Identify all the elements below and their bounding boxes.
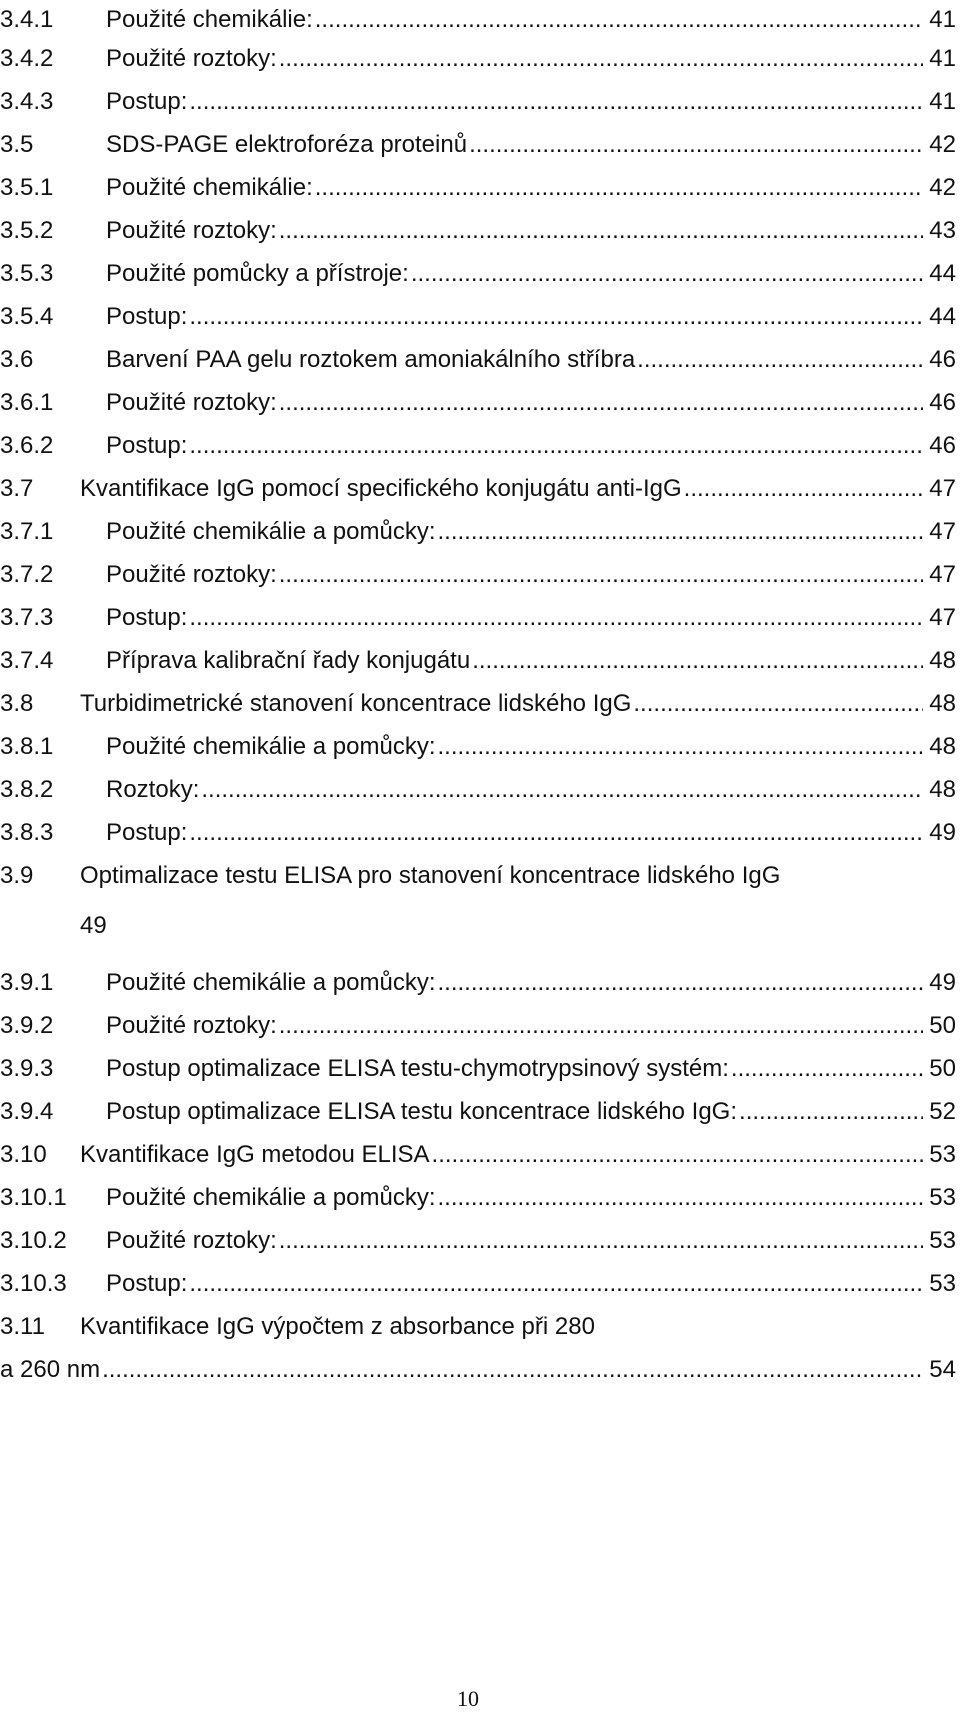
toc-entry-3-5[interactable] bbox=[0, 125, 956, 165]
toc-entry-number: 3.7.3 bbox=[0, 604, 54, 631]
toc-entry-number: 3.7 bbox=[0, 475, 34, 502]
toc-entry-3-7-2[interactable] bbox=[0, 555, 956, 595]
toc-entry-number: 3.7.4 bbox=[0, 647, 54, 674]
toc-leader-dots bbox=[277, 211, 924, 251]
toc-entry-title: SDS-PAGE elektroforéza proteinů bbox=[106, 131, 468, 158]
toc-entry-page: 44 bbox=[929, 260, 956, 287]
toc-leader-dots bbox=[470, 641, 923, 681]
toc-entry-number: 3.8.3 bbox=[0, 819, 54, 846]
toc-entry-page: 49 bbox=[80, 912, 107, 939]
toc-entry-title: Použité roztoky: bbox=[106, 45, 277, 72]
toc-entry-3-9[interactable] bbox=[0, 856, 956, 896]
toc-entry-3-9-2[interactable] bbox=[0, 1006, 956, 1046]
toc-entry-number: 3.8 bbox=[0, 690, 34, 717]
toc-entry-page: 47 bbox=[929, 475, 956, 502]
toc-entry-title: Použité chemikálie: bbox=[106, 174, 313, 201]
toc-leader-dots bbox=[313, 0, 924, 40]
toc-leader-dots bbox=[682, 469, 924, 509]
toc-entry-title: Použité roztoky: bbox=[106, 1227, 277, 1254]
toc-entry-page: 41 bbox=[929, 6, 956, 33]
toc-entry-3-10[interactable] bbox=[0, 1135, 956, 1175]
toc-entry-title: Postup: bbox=[106, 604, 188, 631]
toc-entry-page: 47 bbox=[929, 561, 956, 588]
toc-entry-3-6-2[interactable] bbox=[0, 426, 956, 466]
toc-entry-number: 3.5.3 bbox=[0, 260, 54, 287]
toc-leader-dots bbox=[277, 555, 924, 595]
toc-entry-3-8-2[interactable] bbox=[0, 770, 956, 810]
toc-entry-title: Postup optimalizace ELISA testu koncentrace lidského IgG: bbox=[106, 1098, 738, 1125]
toc-entry-number: 3.4.2 bbox=[0, 45, 54, 72]
toc-leader-dots bbox=[187, 1264, 923, 1304]
toc-leader-dots bbox=[435, 727, 923, 767]
toc-leader-dots bbox=[435, 512, 923, 552]
toc-entry-3-6-1[interactable] bbox=[0, 383, 956, 423]
toc-entry-page: 53 bbox=[929, 1227, 956, 1254]
toc-entry-title: Postup: bbox=[106, 432, 188, 459]
toc-entry-3-8[interactable] bbox=[0, 684, 956, 724]
toc-entry-number: 3.9.2 bbox=[0, 1012, 54, 1039]
toc-leader-dots bbox=[277, 1221, 924, 1261]
toc-leader-dots bbox=[187, 82, 923, 122]
toc-leader-dots bbox=[187, 598, 923, 638]
toc-entry-3-4-3[interactable] bbox=[0, 82, 956, 122]
toc-entry-page: 50 bbox=[929, 1012, 956, 1039]
toc-entry-3-7[interactable] bbox=[0, 469, 956, 509]
toc-entry-page: 53 bbox=[929, 1184, 956, 1211]
toc-leader-dots bbox=[100, 1350, 923, 1390]
toc-entry-3-10-2[interactable] bbox=[0, 1221, 956, 1261]
toc-entry-title-continuation: a 260 nm bbox=[0, 1356, 101, 1383]
toc-entry-number: 3.10.3 bbox=[0, 1270, 67, 1297]
toc-entry-page: 47 bbox=[929, 518, 956, 545]
toc-leader-dots bbox=[467, 125, 923, 165]
toc-entry-title: Turbidimetrické stanovení koncentrace lidského IgG bbox=[80, 690, 632, 717]
toc-leader-dots bbox=[729, 1049, 923, 1089]
toc-entry-number: 3.6.1 bbox=[0, 389, 54, 416]
toc-entry-number: 3.5.1 bbox=[0, 174, 54, 201]
toc-entry-number: 3.4.3 bbox=[0, 88, 54, 115]
toc-leader-dots bbox=[187, 813, 923, 853]
toc-entry-number: 3.5.4 bbox=[0, 303, 54, 330]
toc-entry-title: Postup optimalizace ELISA testu-chymotrypsinový systém: bbox=[106, 1055, 729, 1082]
toc-leader-dots bbox=[187, 426, 923, 466]
toc-leader-dots bbox=[737, 1092, 923, 1132]
toc-entry-page: 46 bbox=[929, 346, 956, 373]
toc-entry-number: 3.9.1 bbox=[0, 969, 54, 996]
toc-entry-3-9-3[interactable] bbox=[0, 1049, 956, 1089]
toc-entry-number: 3.8.2 bbox=[0, 776, 54, 803]
toc-entry-title: Kvantifikace IgG pomocí specifického konjugátu anti-IgG bbox=[80, 475, 682, 502]
toc-entry-title: Postup: bbox=[106, 1270, 188, 1297]
toc-entry-number: 3.11 bbox=[0, 1313, 45, 1340]
toc-entry-title: Použité roztoky: bbox=[106, 217, 277, 244]
toc-entry-3-7-3[interactable] bbox=[0, 598, 956, 638]
toc-entry-page: 41 bbox=[929, 45, 956, 72]
toc-entry-number: 3.10 bbox=[0, 1141, 47, 1168]
toc-entry-3-8-1[interactable] bbox=[0, 727, 956, 767]
toc-entry-title: Barvení PAA gelu roztokem amoniakálního stříbra bbox=[106, 346, 636, 373]
toc-entry-title: Postup: bbox=[106, 819, 188, 846]
toc-entry-number: 3.10.2 bbox=[0, 1227, 67, 1254]
toc-entry-page: 43 bbox=[929, 217, 956, 244]
toc-leader-dots bbox=[635, 340, 923, 380]
toc-entry-page: 53 bbox=[929, 1270, 956, 1297]
toc-entry-number: 3.10.1 bbox=[0, 1184, 67, 1211]
toc-entry-number: 3.5 bbox=[0, 131, 34, 158]
toc-entry-3-5-2[interactable] bbox=[0, 211, 956, 251]
toc-entry-number: 3.5.2 bbox=[0, 217, 54, 244]
toc-leader-dots bbox=[631, 684, 923, 724]
toc-entry-number: 3.9 bbox=[0, 862, 34, 889]
toc-entry-3-10-1[interactable] bbox=[0, 1178, 956, 1218]
toc-leader-dots bbox=[430, 1135, 924, 1175]
toc-entry-page: 41 bbox=[929, 88, 956, 115]
toc-entry-page: 42 bbox=[929, 131, 956, 158]
toc-entry-title: Kvantifikace IgG výpočtem z absorbance při 280 bbox=[80, 1313, 595, 1340]
toc-entry-number: 3.4.1 bbox=[0, 6, 54, 33]
toc-entry-title: Použité chemikálie: bbox=[106, 6, 313, 33]
toc-entry-title: Použité roztoky: bbox=[106, 1012, 277, 1039]
toc-entry-page: 48 bbox=[929, 776, 956, 803]
toc-leader-dots bbox=[277, 383, 924, 423]
toc-entry-3-7-4[interactable] bbox=[0, 641, 956, 681]
toc-entry-page: 53 bbox=[929, 1141, 956, 1168]
toc-entry-number: 3.9.4 bbox=[0, 1098, 54, 1125]
toc-entry-3-5-1[interactable] bbox=[0, 168, 956, 208]
toc-entry-title: Použité roztoky: bbox=[106, 389, 277, 416]
toc-entry-3-5-4[interactable] bbox=[0, 297, 956, 337]
toc-entry-number: 3.8.1 bbox=[0, 733, 54, 760]
toc-entry-3-4-2[interactable] bbox=[0, 39, 956, 79]
toc-entry-number: 3.9.3 bbox=[0, 1055, 54, 1082]
toc-entry-3-11[interactable] bbox=[0, 1307, 956, 1347]
toc-leader-dots bbox=[435, 1178, 923, 1218]
toc-entry-page: 42 bbox=[929, 174, 956, 201]
toc-entry-title: Použité pomůcky a přístroje: bbox=[106, 260, 409, 287]
toc-entry-3-5-3[interactable] bbox=[0, 254, 956, 294]
page-number: 10 bbox=[457, 1686, 479, 1711]
toc-entry-title: Postup: bbox=[106, 88, 188, 115]
toc-entry-3-4-1[interactable] bbox=[0, 0, 956, 40]
toc-entry-page: 48 bbox=[929, 733, 956, 760]
toc-entry-3-9-page-line[interactable] bbox=[0, 906, 956, 946]
toc-entry-title: Příprava kalibrační řady konjugátu bbox=[106, 647, 471, 674]
toc-entry-number: 3.7.1 bbox=[0, 518, 54, 545]
toc-entry-3-7-1[interactable] bbox=[0, 512, 956, 552]
toc-leader-dots bbox=[277, 39, 924, 79]
toc-entry-page: 52 bbox=[929, 1098, 956, 1125]
toc-entry-3-11-continuation[interactable] bbox=[0, 1350, 956, 1390]
toc-entry-number: 3.7.2 bbox=[0, 561, 54, 588]
toc-entry-page: 48 bbox=[929, 647, 956, 674]
toc-entry-title: Použité chemikálie a pomůcky: bbox=[106, 733, 436, 760]
toc-entry-page: 48 bbox=[929, 690, 956, 717]
toc-entry-page: 50 bbox=[929, 1055, 956, 1082]
toc-leader-dots bbox=[409, 254, 923, 294]
toc-entry-3-10-3[interactable] bbox=[0, 1264, 956, 1304]
toc-entry-title: Použité chemikálie a pomůcky: bbox=[106, 1184, 436, 1211]
toc-entry-title: Postup: bbox=[106, 303, 188, 330]
toc-leader-dots bbox=[435, 963, 923, 1003]
toc-entry-3-9-1[interactable] bbox=[0, 963, 956, 1003]
toc-leader-dots bbox=[277, 1006, 924, 1046]
toc-leader-dots bbox=[313, 168, 924, 208]
toc-entry-page: 44 bbox=[929, 303, 956, 330]
toc-entry-title: Použité roztoky: bbox=[106, 561, 277, 588]
toc-entry-3-6[interactable] bbox=[0, 340, 956, 380]
toc-entry-title: Kvantifikace IgG metodou ELISA bbox=[80, 1141, 430, 1168]
toc-entry-page: 49 bbox=[929, 819, 956, 846]
toc-entry-title: Použité chemikálie a pomůcky: bbox=[106, 969, 436, 996]
toc-entry-number: 3.6.2 bbox=[0, 432, 54, 459]
toc-entry-number: 3.6 bbox=[0, 346, 34, 373]
toc-entry-title: Použité chemikálie a pomůcky: bbox=[106, 518, 436, 545]
toc-entry-page: 46 bbox=[929, 432, 956, 459]
toc-leader-dots bbox=[199, 770, 923, 810]
toc-entry-page: 47 bbox=[929, 604, 956, 631]
toc-entry-page: 49 bbox=[929, 969, 956, 996]
toc-leader-dots bbox=[187, 297, 923, 337]
toc-entry-title: Optimalizace testu ELISA pro stanovení koncentrace lidského IgG bbox=[80, 862, 781, 889]
toc-entry-title: Roztoky: bbox=[106, 776, 200, 803]
toc-entry-3-8-3[interactable] bbox=[0, 813, 956, 853]
toc-entry-page: 46 bbox=[929, 389, 956, 416]
toc-entry-page: 54 bbox=[929, 1356, 956, 1383]
toc-entry-3-9-4[interactable] bbox=[0, 1092, 956, 1132]
